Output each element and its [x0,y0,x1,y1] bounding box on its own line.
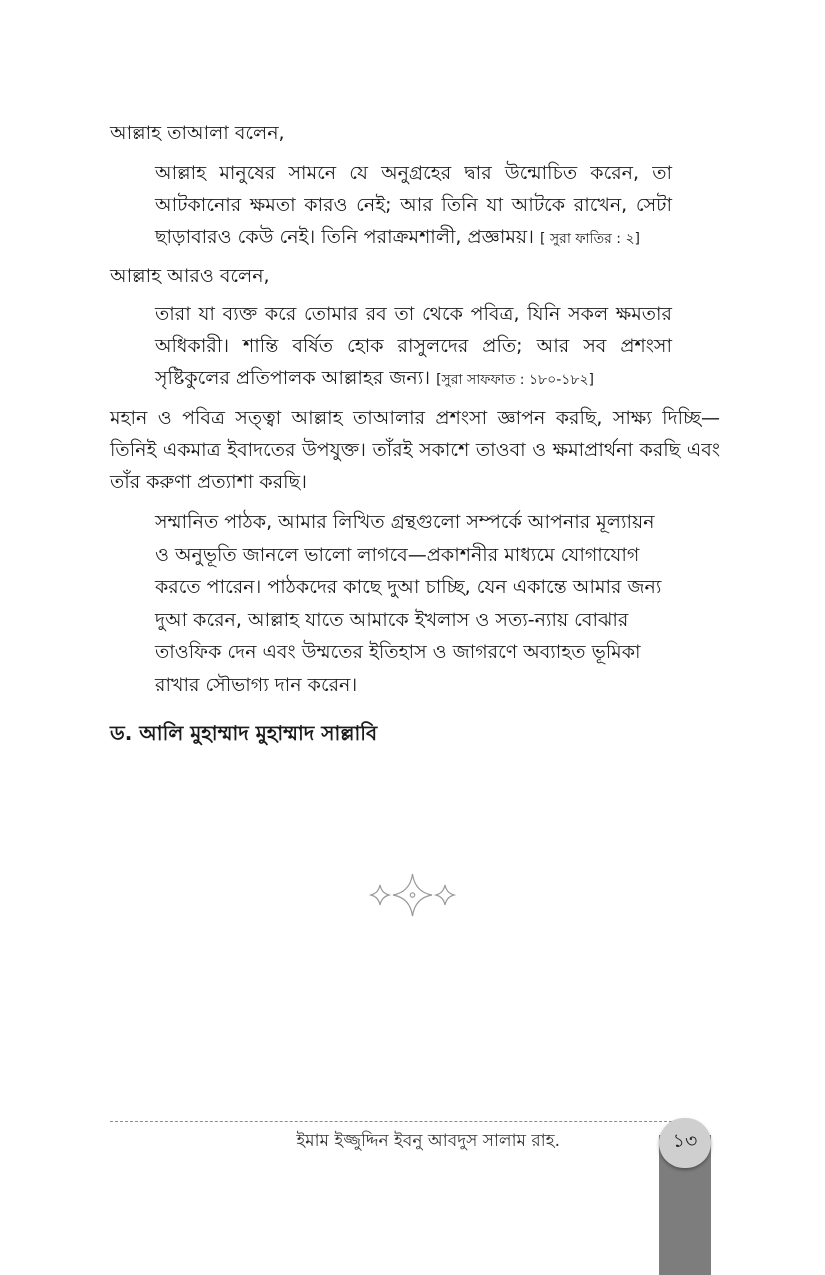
quote-block-first [155,157,672,255]
reader-note-paragraph: সম্মানিত পাঠক, আমার লিখিত গ্রন্থগুলো সম্পর্কে আপনার মূল্যায়ন ও অনুভূতি জানলে ভালো লাগবে—প্রকাশনীর মাধ্যমে যোগাযোগ করতে পারেন। পাঠকদের কাছে দুআ চাচ্ছি, যেন একান্তে আমার জন্য দুআ করেন, আল্লাহ যাতে আমাকে ইখলাস ও সত্য-ন্যায় বোঝার তাওফিক দেন এবং উম্মতের ইতিহাস ও জাগরণে অব্যাহত ভূমিকা রাখার সৌভাগ্য দান করেন। [155,511,662,696]
running-footer-title: ইমাম ইজ্জুদ্দিন ইবনু আবদুস সালাম রাহ. [296,1131,560,1151]
quote-reference-first: [ সুরা ফাতির : ২] [539,231,641,247]
footer-divider [110,1121,682,1122]
intro-line-first: আল্লাহ তাআলা বলেন, [110,122,285,144]
quote-reference-second: [সুরা সাফফাত : ১৮০-১৮২] [436,372,595,388]
praise-paragraph: মহান ও পবিত্র সত্ত্বা আল্লাহ তাআলার প্রশংসা জ্ঞাপন করছি, সাক্ষ্য দিচ্ছি—তিনিই একমাত্র ইবাদতের উপযুক্ত। তাঁরই সকাশে তাওবা ও ক্ষমাপ্রার্থনা করছি এবং তাঁর করুণা প্রত্যাশা করছি। [110,407,720,493]
four-point-star-ornament-icon [365,870,460,920]
page-number: ১৩ [659,1118,711,1168]
author-signature: ড. আলি মুহাম্মাদ মুহাম্মাদ সাল্লাবি [110,721,378,745]
intro-line-second: আল্লাহ আরও বলেন, [110,265,270,287]
quote-text-first: আল্লাহ মানুষের সামনে যে অনুগ্রহের দ্বার উন্মোচিত করেন, তা আটকানোর ক্ষমতা কারও নেই; আর তিনি যা আটকে রাখেন, সেটা ছাড়াবারও কেউ নেই। তিনি পরাক্রমশালী, প্রজ্ঞাময়। [155,162,672,248]
quote-block-second [155,298,672,396]
quote-text-second: তারা যা ব্যক্ত করে তোমার রব তা থেকে পবিত্র, যিনি সকল ক্ষমতার অধিকারী। শান্তি বর্ষিত হোক রাসুলদের প্রতি; আর সব প্রশংসা সৃষ্টিকুলের প্রতিপালক আল্লাহর জন্য। [155,303,672,389]
